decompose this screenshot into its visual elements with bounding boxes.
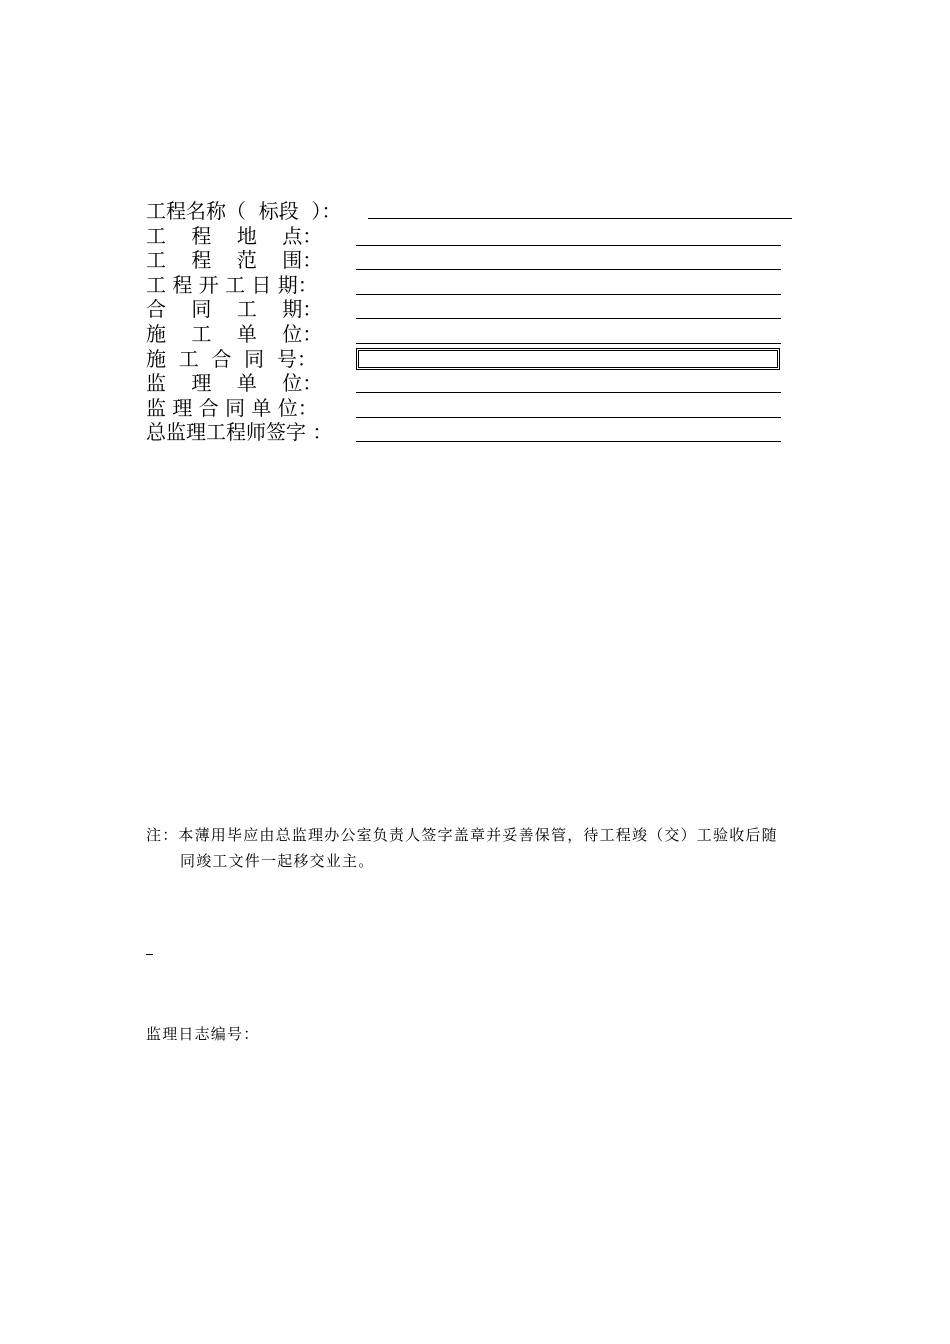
field-label-start-date: 工 程 开 工 日 期： xyxy=(146,272,318,297)
field-label-construction-contract-no: 施 工 合 同 号： xyxy=(146,346,317,371)
short-dash-mark xyxy=(146,954,153,955)
note-text-line1: 注：本薄用毕应由总监理办公室负责人签字盖章并妥善保管，待工程竣（交）工验收后随 xyxy=(146,826,778,844)
field-contract-period xyxy=(146,297,806,322)
field-input-line-project-name[interactable] xyxy=(368,218,792,219)
field-project-scope xyxy=(146,248,806,273)
field-chief-engineer-signature xyxy=(146,420,806,445)
field-input-line-start-date[interactable] xyxy=(356,294,781,295)
field-label-supervision-contract-unit: 监 理 合 同 单 位： xyxy=(146,395,318,420)
field-project-location xyxy=(146,224,806,249)
field-construction-contract-no xyxy=(146,347,806,372)
note-text-line2: 同竣工文件一起移交业主。 xyxy=(180,852,375,870)
field-input-line-chief-engineer-signature[interactable] xyxy=(356,441,781,442)
field-start-date xyxy=(146,273,806,298)
log-number-label: 监理日志编号： xyxy=(146,1025,260,1043)
field-input-line-contract-period[interactable] xyxy=(356,318,781,319)
field-project-name xyxy=(146,199,806,224)
field-label-project-location: 工 程 地 点： xyxy=(146,223,323,248)
cover-form xyxy=(146,199,806,445)
field-input-box-construction-contract-no[interactable] xyxy=(356,348,780,370)
field-input-line-contractor[interactable] xyxy=(356,343,781,344)
field-input-line-project-scope[interactable] xyxy=(356,269,781,270)
field-label-contract-period: 合 同 工 期： xyxy=(146,297,323,322)
field-supervision-unit xyxy=(146,371,806,396)
field-label-chief-engineer-signature: 总监理工程师签字 ： xyxy=(146,420,333,445)
field-label-project-name: 工程名称（ 标段 ）： xyxy=(146,199,342,223)
field-label-supervision-unit: 监 理 单 位： xyxy=(146,371,323,396)
field-label-contractor: 施 工 单 位： xyxy=(146,321,323,346)
field-label-project-scope: 工 程 范 围： xyxy=(146,248,323,273)
field-input-line-supervision-contract-unit[interactable] xyxy=(356,417,781,418)
field-contractor xyxy=(146,322,806,347)
field-input-line-supervision-unit[interactable] xyxy=(356,392,781,393)
field-supervision-contract-unit xyxy=(146,396,806,421)
field-input-line-project-location[interactable] xyxy=(356,245,781,246)
